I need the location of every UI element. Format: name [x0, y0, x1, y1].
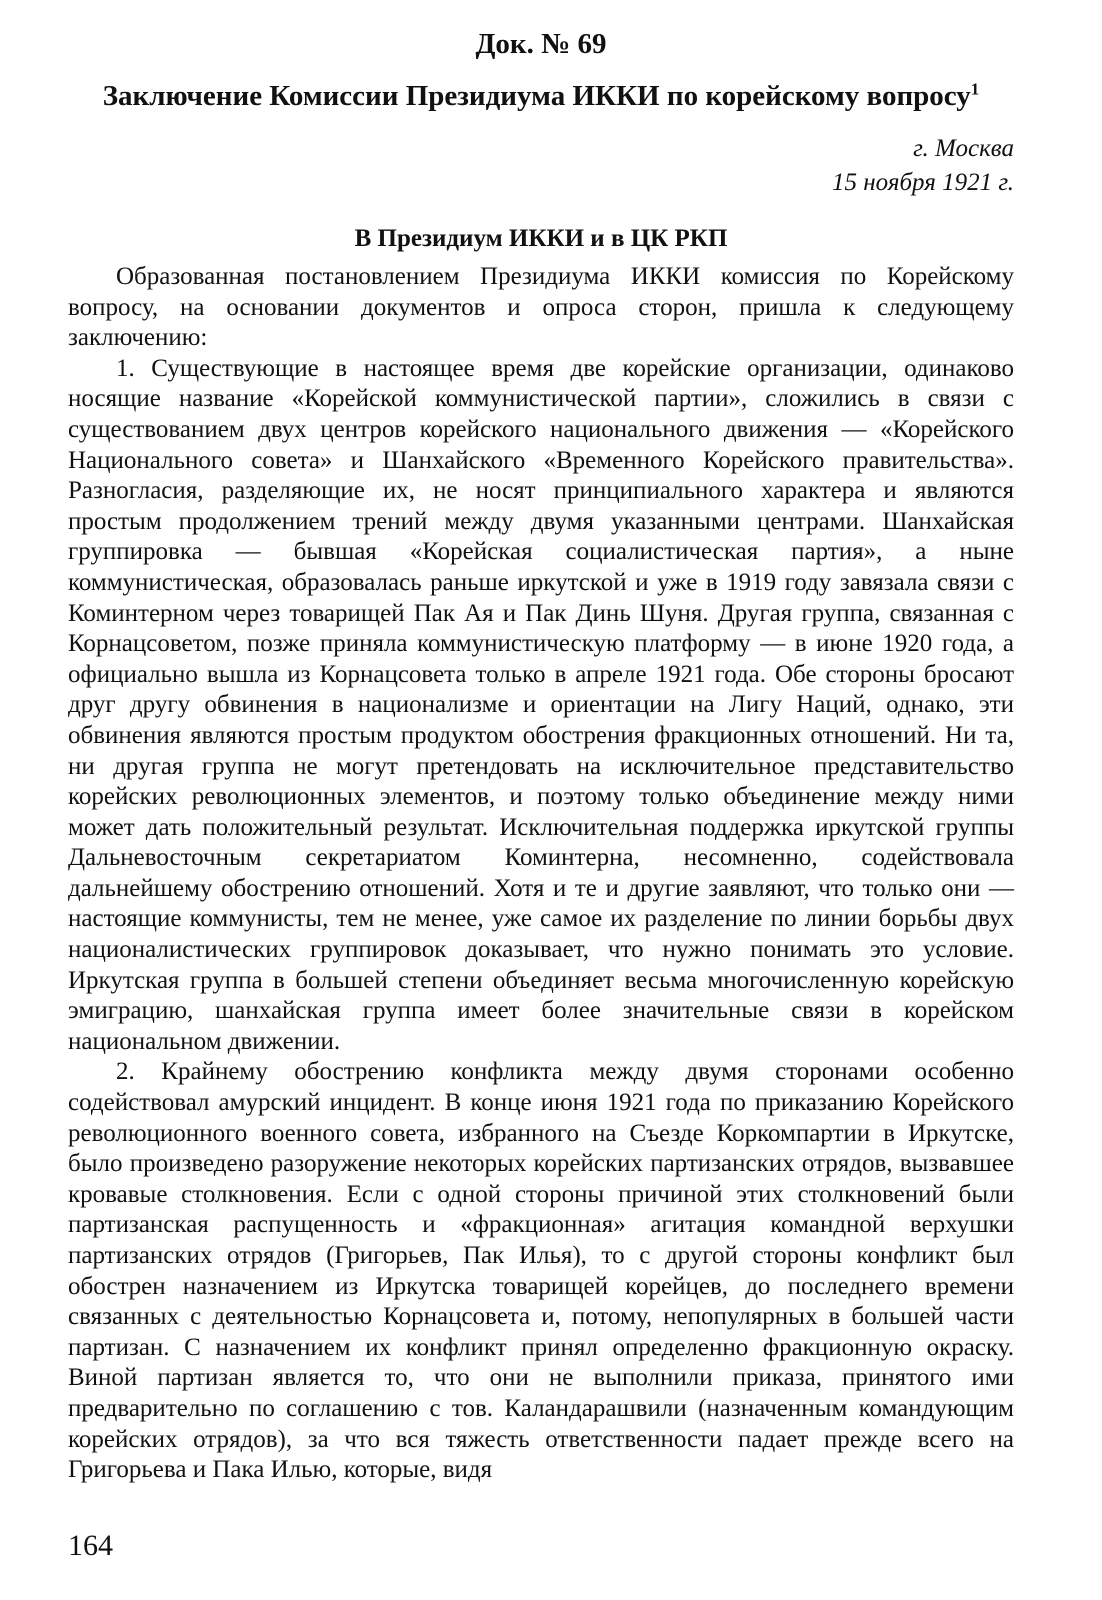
page-number: 164 — [68, 1529, 113, 1562]
body-text — [68, 262, 1014, 1486]
addressee: В Президиум ИККИ и в ЦК РКП — [354, 225, 728, 252]
document-title — [68, 74, 1014, 118]
date: 15 ноября 1921 г. — [832, 169, 1014, 196]
paragraph-1: 1. Существующие в настоящее время две корейские организации, одинаково носящие название «Корейской коммунистической партии», сложились в связи с существованием двух центров корейского национального движения — «Корейского Национального совета» и Шанхайского «Временного Корейского правительства». Разногласия, разделяющие их, не носят принципиального характера и являются простым продолжением трений между двумя указанными центрами. Шанхайская группировка — бывшая «Корейская социалистическая партия», а ныне коммунистическая, образовалась раньше иркутской и уже в 1919 году завязала связи с Коминтерном через товарищей Пак Ая и Пак Динь Шуня. Другая группа, связанная с Корнацсоветом, позже приняла коммунистическую платформу — в июне 1920 года, а официально вышла из Корнацсовета только в апреле 1921 года. Обе стороны бросают друг другу обвинения в национализме и ориентации на Лигу Наций, однако, эти обвинения являются простым продуктом обострения фракционных отношений. Ни та, ни другая группа не могут претендовать на исключительное представительство корейских революционных элементов, и поэтому только объединение между ними может дать положительный результат. Исключительная поддержка иркутской группы Дальневосточным секретариатом Коминтерна, несомненно, содействовала дальнейшему обострению отношений. Хотя и те и другие заявляют, что только они — настоящие коммунисты, тем не менее, уже самое их разделение по линии борьбы двух националистических группировок доказывает, что нужно понимать это условие. Иркутская группа в большей степени объединяет весьма многочисленную корейскую эмиграцию, шанхайская группа имеет более значительные связи в корейском национальном движении. — [68, 354, 1014, 1055]
place-date — [68, 132, 1014, 200]
place: г. Москва — [913, 135, 1014, 162]
document-title-text: Заключение Комиссии Президиума ИККИ по корейскому вопросу — [102, 80, 971, 112]
document-page — [68, 22, 1014, 1486]
paragraph-2: 2. Крайнему обострению конфликта между двумя сторонами особенно содействовал амурский инцидент. В конце июня 1921 года по приказанию Корейского революционного военного совета, избранного на Съезде Коркомпартии в Иркутске, было произведено разоружение некоторых корейских партизанских отрядов, вызвавшее кровавые столкновения. Если с одной стороны причиной этих столкновений были партизанская распущенность и «фракционная» агитация командной верхушки партизанских отрядов (Григорьев, Пак Илья), то с другой стороны конфликт был обострен назначением из Иркутска товарищей корейцев, до последнего времени связанных с деятельностью Корнацсовета и, потому, непопулярных в большей части партизан. С назначением их конфликт принял определенно фракционную окраску. Виной партизан является то, что они не выполнили приказа, принятого ими предварительно по соглашению с тов. Каландарашвили (назначенным командующим корейских отрядов), за что вся тяжесть ответственности падает прежде всего на Григорьева и Пака Илью, которые, видя — [68, 1058, 1014, 1484]
document-number: Док. № 69 — [475, 28, 607, 60]
paragraph-intro: Образованная постановлением Президиума ИККИ комиссия по Корейскому вопросу, на основании документов и опроса сторон, пришла к следующему заключению: — [68, 263, 1014, 352]
footnote-marker: 1 — [970, 79, 980, 99]
